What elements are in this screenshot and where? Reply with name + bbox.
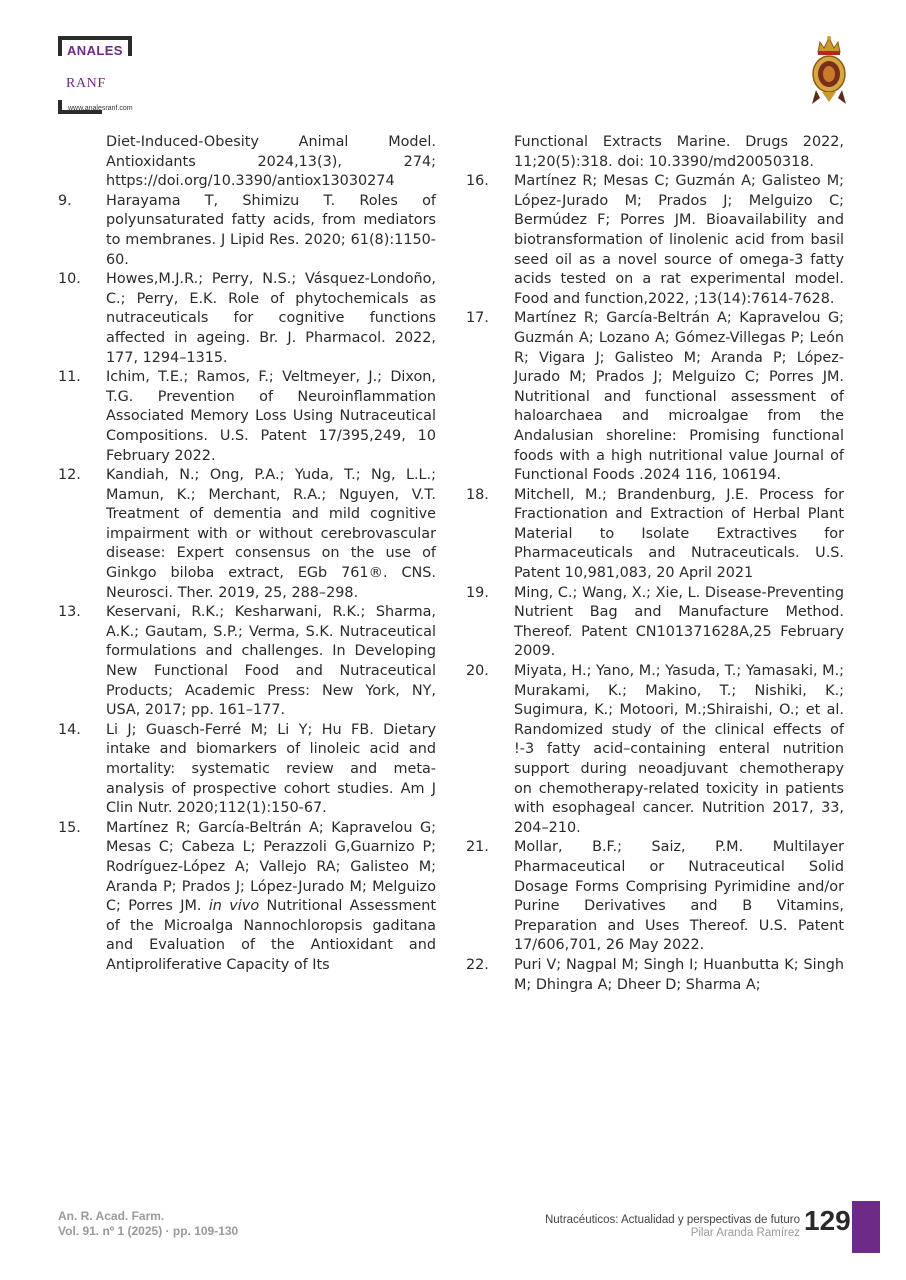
- reference-text: Mollar, B.F.; Saiz, P.M. Multilayer Pharmaceutical or Nutraceutical Solid Dosage Forms Comprising Pyrimidine and/or Purine Derivatives and B Vitamins, Preparation and Uses Thereof. U.S. Patent 17/606,701, 26 May 2022.: [514, 839, 844, 954]
- reference-item: [466, 309, 844, 485]
- logo-anales-text: ANALES: [67, 43, 123, 58]
- journal-volume: Vol. 91. nº 1 (2025) · pp. 109-130: [58, 1224, 239, 1238]
- reference-text: Puri V; Nagpal M; Singh I; Huanbutta K; Singh M; Dhingra A; Dheer D; Sharma A;: [514, 956, 844, 993]
- reference-text: Ichim, T.E.; Ramos, F.; Veltmeyer, J.; Dixon, T.G. Prevention of Neuroinflammation Associated Memory Loss Using Nutraceutical Compositions. U.S. Patent 17/395,249, 10 February 2022.: [106, 369, 436, 464]
- reference-item: [466, 838, 844, 956]
- reference-item: [58, 603, 436, 721]
- references-left-column: [58, 133, 436, 976]
- reference-item: [58, 721, 436, 819]
- reference-item: [58, 466, 436, 603]
- reference-italic-text: in vivo: [208, 898, 260, 915]
- reference-text: Keservani, R.K.; Kesharwani, R.K.; Sharma, A.K.; Gautam, S.P.; Verma, S.K. Nutraceutical formulations and challenges. In Developing New Functional Food and Nutraceutical Products; Academic Press: New York, NY, USA, 2017; pp. 161–177.: [106, 604, 436, 719]
- reference-number: 22.: [466, 956, 489, 973]
- reference-number: 16.: [466, 173, 489, 190]
- reference-number: 14.: [58, 721, 81, 738]
- references-right-column: [466, 133, 844, 995]
- logo-frame-right: [128, 36, 132, 56]
- reference-text: Kandiah, N.; Ong, P.A.; Yuda, T.; Ng, L.L.; Mamun, K.; Merchant, R.A.; Nguyen, V.T. Treatment of dementia and mild cognitive impairment with or without cerebrovascular disease: Expert consensus on the use of Ginkgo biloba extract, EGb 761®. CNS. Neurosci. Ther. 2019, 25, 288–298.: [106, 467, 436, 601]
- reference-continuation: [466, 133, 844, 172]
- reference-number: 13.: [58, 604, 81, 621]
- running-footer: [545, 1214, 800, 1240]
- reference-text: Li J; Guasch-Ferré M; Li Y; Hu FB. Dietary intake and biomarkers of linoleic acid and mortality: systematic review and meta-analysis of prospective cohort studies. Am J Clin Nutr. 2020;112(1):150-67.: [106, 721, 436, 817]
- reference-item: [466, 662, 844, 838]
- journal-logo: [58, 36, 188, 116]
- logo-frame-left: [58, 36, 62, 56]
- reference-item: [466, 172, 844, 309]
- reference-number: 12.: [58, 467, 81, 484]
- reference-number: 10.: [58, 271, 81, 288]
- journal-citation: [58, 1209, 238, 1239]
- reference-item: [466, 486, 844, 584]
- reference-text: Martínez R; Mesas C; Guzmán A; Galisteo M; López-Jurado M; Prados J; Melguizo C; Bermúdez F; Porres JM. Bioavailability and biotransformation of linolenic acid from basil seed oil as a novel source of omega-3 fatty acids tested on a rat experimental model. Food and function,2022, ;13(14):7614-7628.: [514, 173, 844, 307]
- reference-text: Functional Extracts Marine. Drugs 2022, 11;20(5):318. doi: 10.3390/md20050318.: [514, 134, 844, 170]
- reference-text: Nutritional Assessment of the Microalga Nannochloropsis gaditana and Evaluation of the Antioxidant and Antiproliferative Capacity of Its: [106, 898, 437, 973]
- reference-item: [466, 956, 844, 995]
- reference-text: Diet-Induced-Obesity Animal Model. Antioxidants 2024,13(3), 274; https://doi.org/10.3390/antiox13030274: [106, 134, 436, 190]
- reference-number: 11.: [58, 369, 81, 386]
- page-number: 129: [804, 1205, 851, 1236]
- logo-frame-top: [58, 36, 130, 40]
- reference-text: Miyata, H.; Yano, M.; Yasuda, T.; Yamasaki, M.; Murakami, K.; Makino, T.; Nishiki, K.; Sugimura, K.; Motoori, M.;Shiraishi, O.; et al. Randomized study of the clinical effects of !-3 fatty acid–containing enteral nutrition support during neoadjuvant chemotherapy on chemotherapy-related toxicity in patients with esophageal cancer. Nutrition 2017, 33, 204–210.: [514, 663, 844, 836]
- journal-name: An. R. Acad. Farm.: [58, 1209, 165, 1223]
- reference-item: [466, 584, 844, 662]
- reference-number: 18.: [466, 486, 489, 503]
- logo-url: www.analesranf.com: [68, 105, 133, 112]
- reference-item: [58, 192, 436, 270]
- reference-text: Howes,M.J.R.; Perry, N.S.; Vásquez-Londoño, C.; Perry, E.K. Role of phytochemicals as nutraceuticals for cognitive functions affected in ageing. Br. J. Pharmacol. 2022, 177, 1294–1315.: [106, 271, 436, 366]
- logo-ranf-text: RANF: [66, 76, 106, 91]
- reference-text: Mitchell, M.; Brandenburg, J.E. Process for Fractionation and Extraction of Herbal Plant Material to Isolate Extractives for Pharmaceuticals and Nutraceuticals. U.S. Patent 10,981,083, 20 April 2021: [514, 486, 844, 582]
- article-author: Pilar Aranda Ramírez: [690, 1227, 800, 1239]
- reference-number: 21.: [466, 839, 489, 856]
- reference-number: 9.: [58, 192, 72, 209]
- academy-coat-of-arms-icon: [808, 34, 850, 106]
- page-accent-bar: [852, 1201, 880, 1253]
- reference-text: Martínez R; García-Beltrán A; Kapravelou G; Guzmán A; Lozano A; Gómez-Villegas P; León R; Vigara J; Galisteo M; Aranda P; López-Jurado M; Prados J; Melguizo C; Porres JM. Nutritional and functional assessment of haloarchaea and microalgae from the Andalusian shoreline: Promising functional foods with a high nutritional value Journal of Functional Foods .2024 116, 106194.: [514, 310, 844, 484]
- reference-number: 17.: [466, 310, 489, 327]
- reference-continuation: [58, 133, 436, 192]
- reference-number: 15.: [58, 819, 81, 836]
- article-title: Nutracéuticos: Actualidad y perspectivas de futuro: [544, 1214, 800, 1226]
- reference-item: [58, 368, 436, 466]
- reference-number: 19.: [466, 584, 489, 601]
- reference-number: 20.: [466, 663, 489, 680]
- reference-text: Martínez R; García-Beltrán A; Kapravelou G; Mesas C; Cabeza L; Perazzoli G,Guarnizo P; Rodríguez-López A; Vallejo RA; Galisteo M; Aranda P; Prados J; López-Jurado M; Melguizo C; Porres JM.: [106, 819, 436, 915]
- reference-text: Ming, C.; Wang, X.; Xie, L. Disease-Preventing Nutrient Bag and Manufacture Method. Thereof. Patent CN101371628A,25 February 2009.: [514, 584, 844, 660]
- reference-item: [58, 270, 436, 368]
- reference-item: [58, 819, 436, 976]
- reference-text: Harayama T, Shimizu T. Roles of polyunsaturated fatty acids, from mediators to membranes. J Lipid Res. 2020; 61(8):1150-60.: [106, 192, 436, 268]
